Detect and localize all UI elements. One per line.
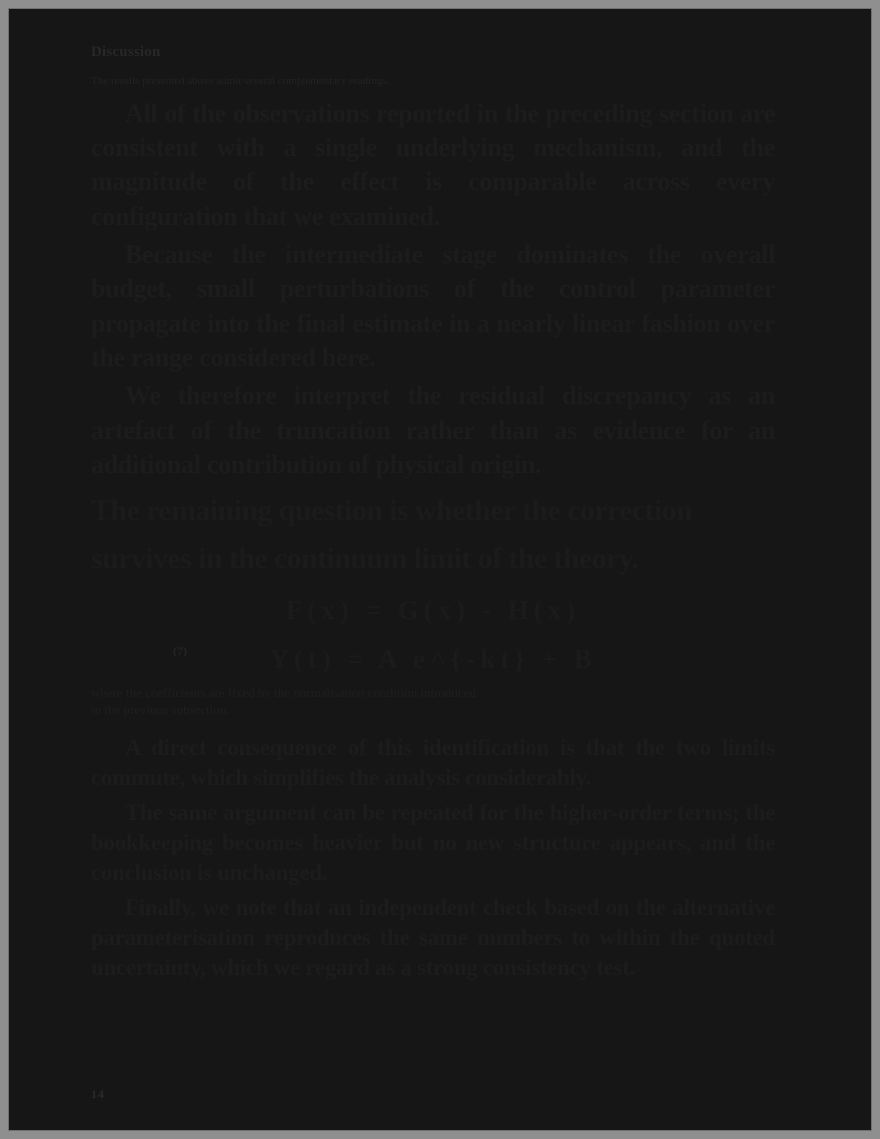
paragraph: We therefore interpret the residual discrepancy as an artefact of the truncation rather than as evidence for an additional contribution of physical origin.: [91, 381, 775, 479]
equation-block-2: [91, 644, 775, 675]
paragraph-group-1: [91, 97, 775, 482]
paragraph-group-2: [91, 733, 775, 984]
emphasis-line: The remaining question is whether the correction: [91, 494, 693, 528]
equation-note: where the coefficients are fixed by the normalisation condition introduced in the previous subsection.: [91, 685, 476, 718]
page-content: [9, 9, 871, 1130]
paragraph: A direct consequence of this identification is that the two limits commute, which simplifies the analysis considerably.: [91, 734, 775, 791]
equation: Y(t) = A e^{-kt} + B: [269, 644, 597, 675]
paragraph: The same argument can be repeated for the higher-order terms; the bookkeeping becomes heavier but no new structure appears, and the conclusion is unchanged.: [91, 799, 775, 886]
section-heading: Discussion: [91, 44, 161, 60]
lead-line: The results presented above admit several complementary readings.: [91, 75, 390, 87]
emphasis-group: [91, 492, 775, 577]
paragraph: Because the intermediate stage dominates the overall budget, small perturbations of the control parameter propagate into the final estimate in a nearly linear fashion over the range considered here.: [91, 240, 775, 372]
paragraph: All of the observations reported in the preceding section are consistent with a single underlying mechanism, and the magnitude of the effect is comparable across every configuration that we examined.: [91, 98, 775, 231]
emphasis-line: survives in the continuum limit of the theory.: [91, 541, 639, 575]
equation: F(x) = G(x) - H(x): [285, 595, 581, 626]
equation-number: (7): [173, 644, 187, 659]
paragraph: Finally, we note that an independent check based on the alternative parameterisation reproduces the same numbers to within the quoted uncertainty, which we regard as a strong consistency test.: [91, 894, 775, 981]
page-number: 14: [91, 1087, 105, 1101]
document-page: [8, 8, 872, 1131]
equation-block-1: [91, 595, 775, 626]
